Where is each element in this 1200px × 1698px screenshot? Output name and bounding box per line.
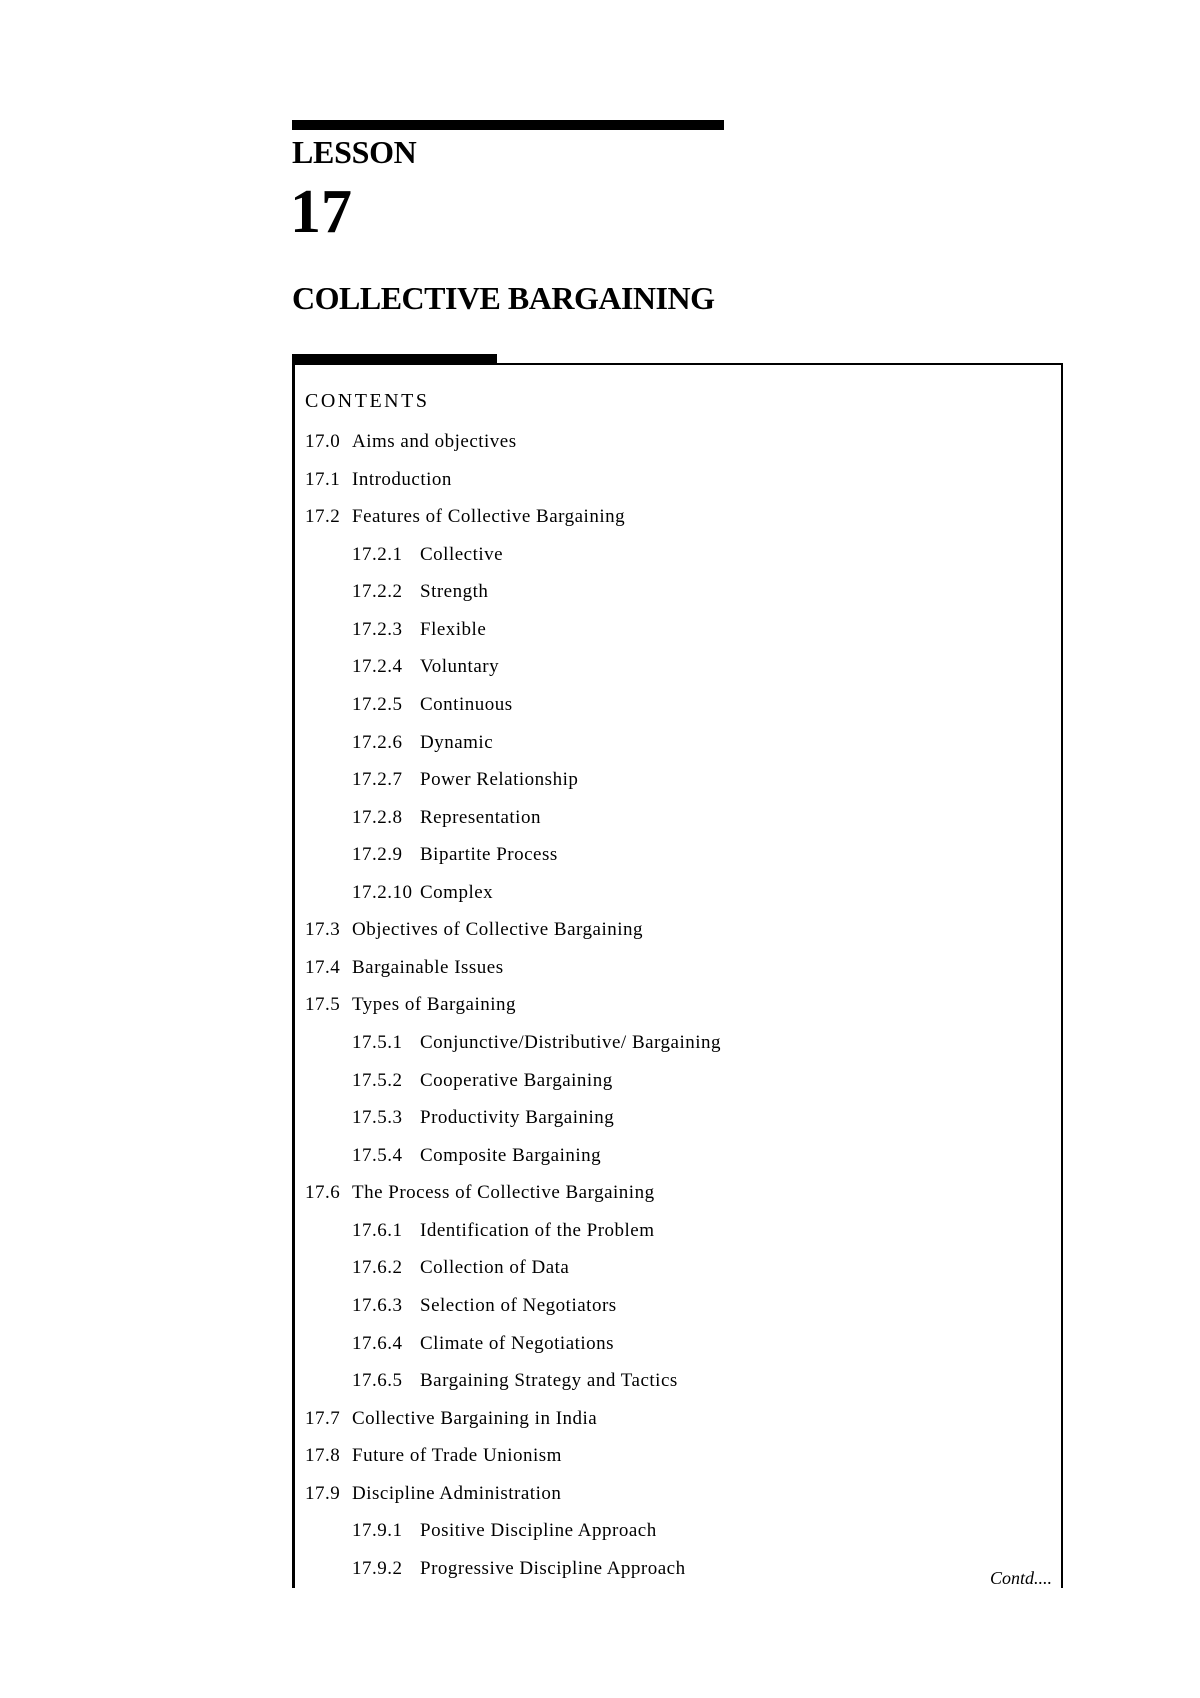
toc-entry-number: 17.7 (305, 1407, 341, 1429)
toc-entry (0, 1400, 1200, 1438)
toc-entry-number: 17.2 (305, 506, 341, 528)
toc-subentry (0, 1099, 1200, 1137)
toc-entry-title: Bargainable Issues (352, 956, 504, 978)
toc-subentry-number: 17.2.1 (352, 543, 403, 565)
toc-subentry-title: Climate of Negotiations (420, 1332, 615, 1354)
toc-subentry-title: Selection of Negotiators (420, 1294, 617, 1316)
lesson-title: COLLECTIVE BARGAINING (292, 280, 715, 316)
toc-subentry (0, 1024, 1200, 1062)
toc-subentry-number: 17.2.5 (352, 693, 403, 715)
toc-entry-number: 17.0 (305, 431, 341, 452)
toc-entry-number: 17.5 (305, 994, 341, 1016)
toc-entry-number: 17.4 (305, 956, 341, 978)
toc-entry-number: 17.1 (305, 468, 341, 490)
toc-subentry-number: 17.5.2 (352, 1069, 403, 1091)
toc-entry-title: Aims and objectives (352, 431, 517, 452)
toc-subentry-number: 17.9.1 (352, 1520, 403, 1542)
toc-subentry (0, 874, 1200, 912)
toc-subentry (0, 648, 1200, 686)
toc-subentry-number: 17.6.2 (352, 1257, 403, 1279)
toc-subentry-title: Identification of the Problem (420, 1219, 655, 1241)
toc-subentry (0, 1249, 1200, 1287)
toc-entry-title: Collective Bargaining in India (352, 1407, 598, 1429)
toc-subentry (0, 1062, 1200, 1100)
toc-entry-title: Objectives of Collective Bargaining (352, 919, 643, 941)
toc-subentry-number: 17.2.6 (352, 731, 403, 753)
toc-subentry-number: 17.2.8 (352, 806, 403, 828)
toc-entry (0, 461, 1200, 499)
toc-entry-title: Types of Bargaining (352, 994, 517, 1016)
toc-entry (0, 498, 1200, 536)
toc-entry (0, 949, 1200, 987)
toc-entry-number: 17.3 (305, 919, 341, 941)
toc-subentry-number: 17.9.2 (352, 1557, 403, 1579)
toc-subentry (0, 761, 1200, 799)
toc-entry (0, 1174, 1200, 1212)
header-rule (292, 120, 724, 130)
toc-subentry-number: 17.2.4 (352, 656, 403, 678)
lesson-label: LESSON (292, 134, 417, 170)
toc-subentry (0, 724, 1200, 762)
toc-subentry-title: Collection of Data (420, 1257, 570, 1279)
toc-entry-title: Discipline Administration (352, 1482, 562, 1504)
toc-subentry-number: 17.5.4 (352, 1144, 403, 1166)
toc-entry (0, 423, 1200, 461)
toc-subentry-number: 17.2.7 (352, 769, 403, 791)
toc-subentry-number: 17.2.3 (352, 618, 403, 640)
toc-subentry-number: 17.5.1 (352, 1032, 403, 1053)
toc-subentry (0, 1212, 1200, 1250)
toc-entry-number: 17.9 (305, 1482, 341, 1504)
toc-subentry-title: Bargaining Strategy and Tactics (420, 1370, 678, 1392)
toc-subentry (0, 686, 1200, 724)
toc-subentry (0, 1512, 1200, 1550)
toc-subentry (0, 799, 1200, 837)
toc-subentry-title: Flexible (420, 618, 487, 640)
toc-subentry-number: 17.6.3 (352, 1294, 403, 1316)
toc-entry-title: Features of Collective Bargaining (352, 506, 626, 528)
toc-subentry-number: 17.2.10 (352, 881, 413, 903)
toc-subentry-title: Representation (420, 806, 541, 828)
toc-subentry-title: Composite Bargaining (420, 1144, 602, 1166)
toc-subentry-title: Collective (420, 543, 504, 565)
toc-subentry-title: Complex (420, 881, 494, 903)
toc-subentry-number: 17.2.9 (352, 844, 403, 866)
toc-subentry-title: Strength (420, 581, 489, 603)
toc-subentry-title: Voluntary (420, 656, 500, 678)
toc-subentry (0, 573, 1200, 611)
toc-subentry (0, 836, 1200, 874)
toc-subentry (0, 1362, 1200, 1400)
toc-subentry-title: Productivity Bargaining (420, 1107, 615, 1129)
continued-note: Contd.... (990, 1568, 1053, 1588)
toc-entry-number: 17.8 (305, 1445, 341, 1467)
toc-entry (0, 1475, 1200, 1513)
toc-subentry-title: Continuous (420, 693, 513, 715)
toc-entry (0, 911, 1200, 949)
toc-subentry-title: Cooperative Bargaining (420, 1069, 613, 1091)
toc-subentry-title: Dynamic (420, 731, 494, 753)
toc-subentry-title: Positive Discipline Approach (420, 1520, 657, 1542)
toc-subentry (0, 611, 1200, 649)
toc-entry-number: 17.6 (305, 1182, 341, 1204)
toc-subentry-title: Progressive Discipline Approach (420, 1557, 686, 1579)
toc-entry-title: Introduction (352, 468, 452, 490)
toc-subentry-number: 17.5.3 (352, 1107, 403, 1129)
toc-entry (0, 1437, 1200, 1475)
table-of-contents (0, 423, 1200, 1587)
contents-heading: CONTENTS (305, 390, 430, 412)
toc-subentry-number: 17.6.5 (352, 1370, 403, 1392)
toc-entry (0, 986, 1200, 1024)
toc-subentry-number: 17.6.1 (352, 1219, 403, 1241)
toc-subentry-title: Conjunctive/Distributive/ Bargaining (420, 1032, 722, 1053)
toc-entry-title: Future of Trade Unionism (352, 1445, 562, 1467)
toc-subentry-title: Power Relationship (420, 769, 579, 791)
lesson-number: 17 (290, 178, 352, 246)
toc-subentry-number: 17.2.2 (352, 581, 403, 603)
toc-entry-title: The Process of Collective Bargaining (352, 1182, 655, 1204)
toc-subentry (0, 1287, 1200, 1325)
toc-subentry (0, 1137, 1200, 1175)
toc-subentry-number: 17.6.4 (352, 1332, 403, 1354)
toc-subentry (0, 536, 1200, 574)
toc-subentry-title: Bipartite Process (420, 844, 558, 866)
toc-subentry (0, 1325, 1200, 1363)
